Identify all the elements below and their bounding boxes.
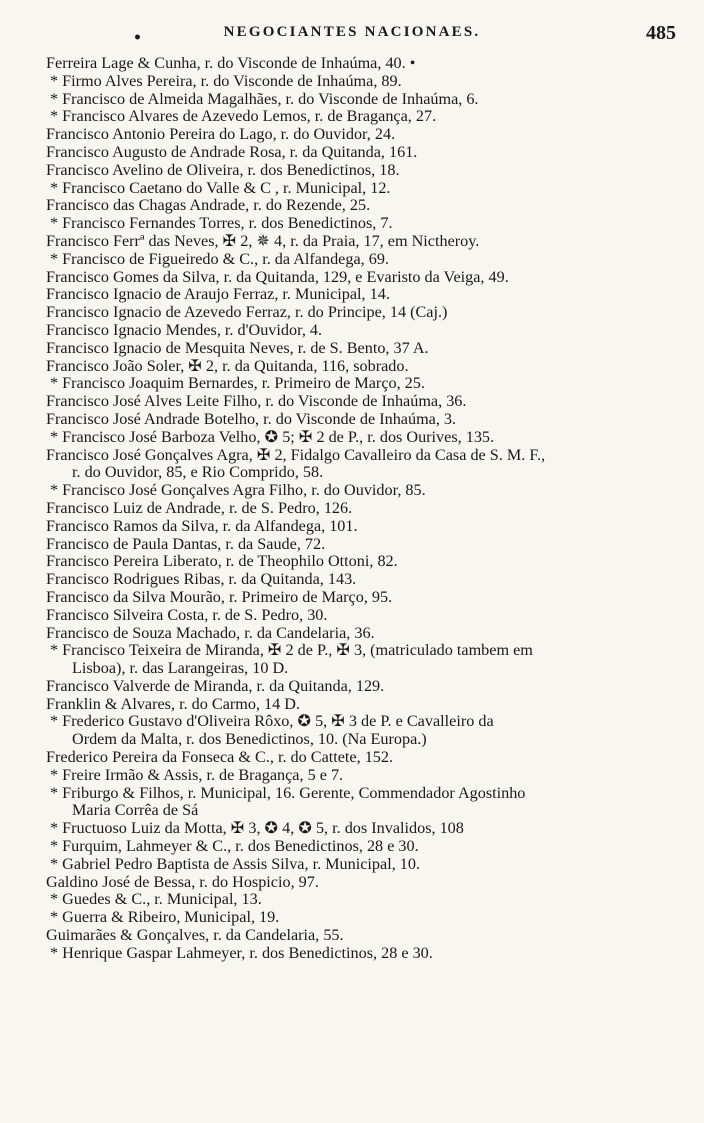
list-item: * Francisco José Barboza Velho, ✪ 5; ✠ 2 de P., r. dos Ourives, 135. <box>50 427 495 446</box>
list-item: * Francisco de Figueiredo & C., r. da Alfandega, 69. <box>50 249 389 268</box>
list-item: Francisco Luiz de Andrade, r. de S. Pedro, 126. <box>46 498 353 517</box>
list-item: Francisco Ferrª das Neves, ✠ 2, ✵ 4, r. da Praia, 17, em Nictheroy. <box>46 231 480 250</box>
list-item: Francisco Ignacio de Mesquita Neves, r. de S. Bento, 37 A. <box>46 338 429 357</box>
list-item: Francisco das Chagas Andrade, r. do Rezende, 25. <box>46 196 371 215</box>
list-item: Francisco de Souza Machado, r. da Candelaria, 36. <box>46 623 375 642</box>
list-item: Francisco José Alves Leite Filho, r. do Visconde de Inhaúma, 36. <box>46 392 467 411</box>
list-item: * Frederico Gustavo d'Oliveira Rôxo, ✪ 5, ✠ 3 de P. e Cavalleiro da <box>50 712 494 731</box>
list-item: Francisco Rodrigues Ribas, r. da Quitanda, 143. <box>46 570 357 589</box>
list-item: Francisco Ignacio de Araujo Ferraz, r. Municipal, 14. <box>46 285 390 304</box>
list-item: Francisco Pereira Liberato, r. de Theophilo Ottoni, 82. <box>46 552 398 571</box>
list-item: Francisco João Soler, ✠ 2, r. da Quitanda, 116, sobrado. <box>46 356 409 375</box>
page-title: NEGOCIANTES NACIONAES. <box>223 24 481 40</box>
list-item: Francisco José Andrade Botelho, r. do Visconde de Inhaúma, 3. <box>46 409 457 428</box>
list-item: Francisco Avelino de Oliveira, r. dos Benedictinos, 18. <box>46 160 400 179</box>
list-item: * Francisco José Gonçalves Agra Filho, r. do Ouvidor, 85. <box>50 481 426 500</box>
list-item: Francisco Gomes da Silva, r. da Quitanda, 129, e Evaristo da Veiga, 49. <box>46 267 509 286</box>
list-item: * Francisco Fernandes Torres, r. dos Benedictinos, 7. <box>50 214 393 233</box>
list-item: Francisco Silveira Costa, r. de S. Pedro, 30. <box>46 605 328 624</box>
list-item: * Guedes & C., r. Municipal, 13. <box>50 890 262 909</box>
list-item: Francisco de Paula Dantas, r. da Saude, 72. <box>46 534 326 553</box>
list-item: * Henrique Gaspar Lahmeyer, r. dos Benedictinos, 28 e 30. <box>50 943 433 962</box>
list-item-continuation: Lisboa), r. das Larangeiras, 10 D. <box>72 659 289 678</box>
list-item: * Fructuoso Luiz da Motta, ✠ 3, ✪ 4, ✪ 5, r. dos Invalidos, 108 <box>50 819 464 838</box>
list-item: Francisco Ramos da Silva, r. da Alfandega, 101. <box>46 516 358 535</box>
list-item: Francisco José Gonçalves Agra, ✠ 2, Fidalgo Cavalleiro da Casa de S. M. F., <box>46 445 546 464</box>
list-item: Francisco Augusto de Andrade Rosa, r. da Quitanda, 161. <box>46 142 418 161</box>
list-item-continuation: r. do Ouvidor, 85, e Rio Comprido, 58. <box>72 463 324 482</box>
list-item: Guimarães & Gonçalves, r. da Candelaria, 55. <box>46 926 344 945</box>
list-item-continuation: Ordem da Malta, r. dos Benedictinos, 10. (Na Europa.) <box>72 730 427 749</box>
list-item: * Guerra & Ribeiro, Municipal, 19. <box>50 908 280 927</box>
list-item: Francisco da Silva Mourão, r. Primeiro de Março, 95. <box>46 587 393 606</box>
list-item: * Friburgo & Filhos, r. Municipal, 16. Gerente, Commendador Agostinho <box>50 783 526 802</box>
list-item: Francisco Antonio Pereira do Lago, r. do Ouvidor, 24. <box>46 125 396 144</box>
directory-list <box>46 55 682 963</box>
list-item: Franklin & Alvares, r. do Carmo, 14 D. <box>46 694 301 713</box>
list-item: * Francisco de Almeida Magalhães, r. do Visconde de Inhaúma, 6. <box>50 89 479 108</box>
list-item: * Francisco Teixeira de Miranda, ✠ 2 de P., ✠ 3, (matriculado tambem em <box>50 641 533 660</box>
list-item: Francisco Valverde de Miranda, r. da Quitanda, 129. <box>46 676 385 695</box>
list-item: * Francisco Caetano do Valle & C , r. Municipal, 12. <box>50 178 391 197</box>
list-item: Francisco Ignacio Mendes, r. d'Ouvidor, 4. <box>46 320 323 339</box>
page-number: 485 <box>646 22 676 44</box>
list-item: * Francisco Alvares de Azevedo Lemos, r. de Bragança, 27. <box>50 107 437 126</box>
list-item: Galdino José de Bessa, r. do Hospicio, 97. <box>46 872 319 891</box>
list-item: Ferreira Lage & Cunha, r. do Visconde de Inhaúma, 40. • <box>46 54 416 72</box>
list-item: * Gabriel Pedro Baptista de Assis Silva, r. Municipal, 10. <box>50 854 421 873</box>
list-item: Francisco Ignacio de Azevedo Ferraz, r. do Principe, 14 (Caj.) <box>46 303 448 322</box>
list-item: Frederico Pereira da Fonseca & C., r. do Cattete, 152. <box>46 748 394 767</box>
list-item: * Francisco Joaquim Bernardes, r. Primeiro de Março, 25. <box>50 374 425 393</box>
list-item: * Firmo Alves Pereira, r. do Visconde de Inhaúma, 89. <box>50 71 402 90</box>
header-dot: • <box>133 30 142 46</box>
list-item-continuation: Maria Corrêa de Sá <box>72 801 199 820</box>
list-item: * Freire Irmão & Assis, r. de Bragança, 5 e 7. <box>50 765 344 784</box>
list-item: * Furquim, Lahmeyer & C., r. dos Benedictinos, 28 e 30. <box>50 837 419 856</box>
